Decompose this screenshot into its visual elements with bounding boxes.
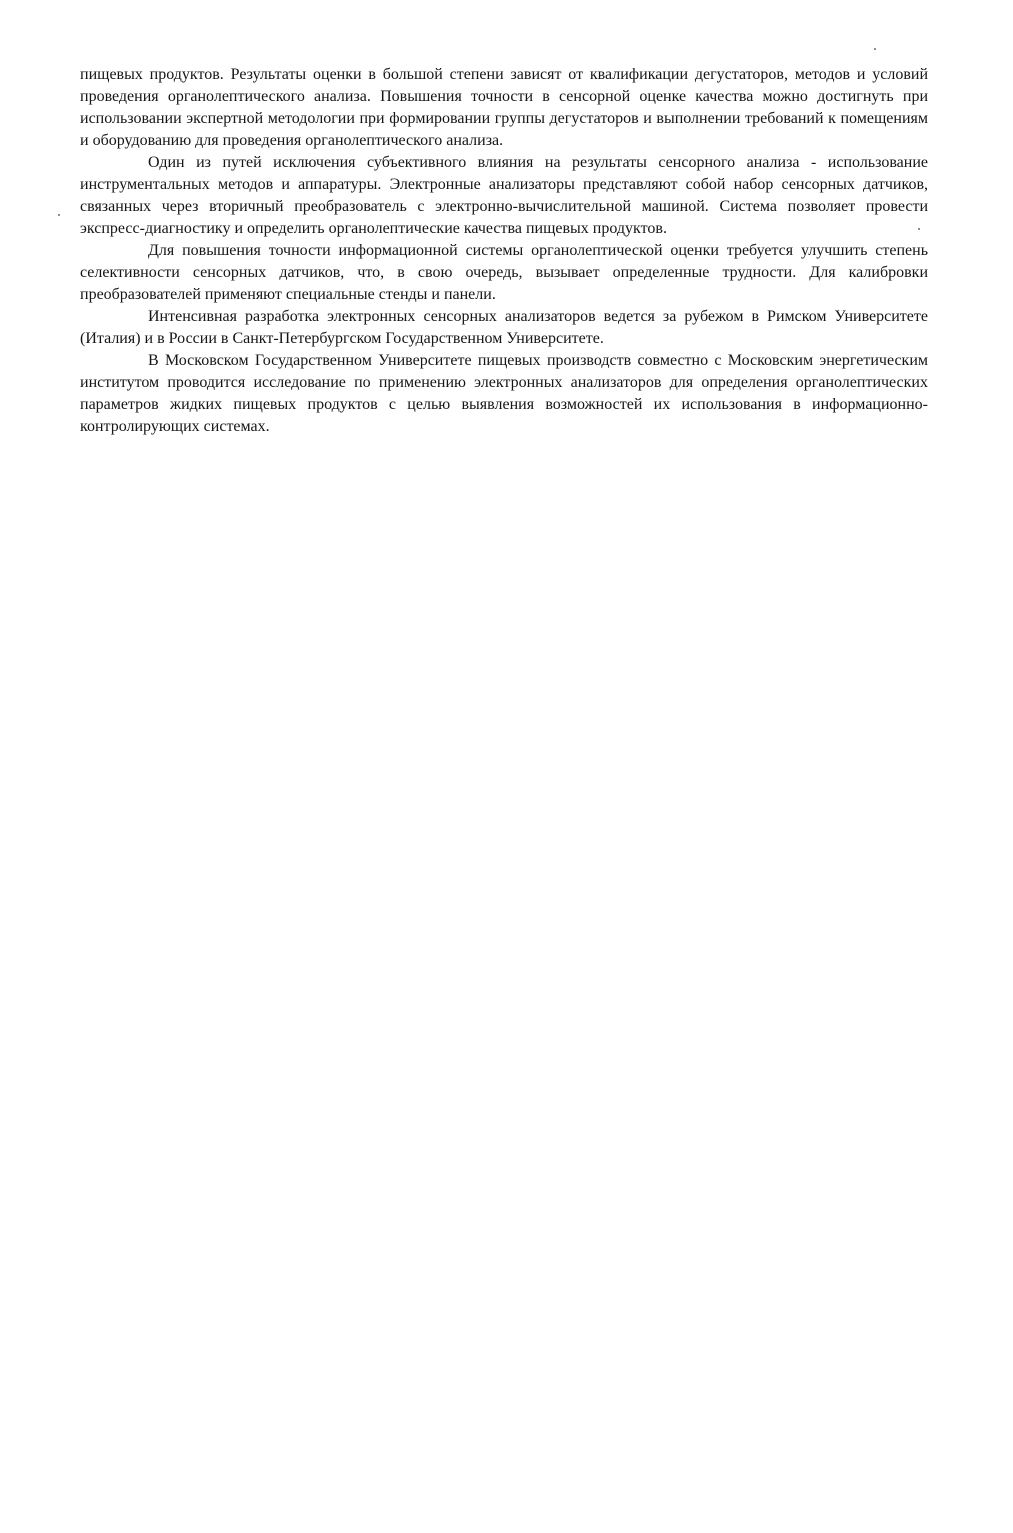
scan-speck <box>58 214 60 216</box>
paragraph-4: Интенсивная разработка электронных сенсорных анализаторов ведется за рубежом в Римском Университете (Италия) и в России в Санкт-Петербургском Государственном Университете. <box>80 308 928 347</box>
paragraph-3: Для повышения точности информационной системы органолептической оценки требуется улучшить степень селективности сенсорных датчиков, что, в свою очередь, вызывает определенные трудности. Для калибровки преобразователей применяют специальные стенды и панели. <box>80 242 928 303</box>
paragraph-2: Один из путей исключения субъективного влияния на результаты сенсорного анализа - использование инструментальных методов и аппаратуры. Электронные анализаторы представляют собой набор сенсорных датчиков, связанных через вторичный преобразователь с электронно-вычислительной машиной. Система позволяет провести экспресс-диагностику и определить органолептические качества пищевых продуктов. <box>80 154 928 237</box>
scan-speck <box>874 48 876 50</box>
paragraph-1: пищевых продуктов. Результаты оценки в большой степени зависят от квалификации дегустаторов, методов и условий проведения органолептического анализа. Повышения точности в сенсорной оценке качества можно достигнуть при использовании экспертной методологии при формировании группы дегустаторов и выполнении требований к помещениям и оборудованию для проведения органолептического анализа. <box>80 66 928 149</box>
body-text <box>80 64 928 438</box>
paragraph-5: В Московском Государственном Университете пищевых производств совместно с Московским энергетическим институтом проводится исследование по применению электронных анализаторов для определения органолептических параметров жидких пищевых продуктов с целью выявления возможностей их использования в информационно-контролирующих системах. <box>80 352 928 435</box>
